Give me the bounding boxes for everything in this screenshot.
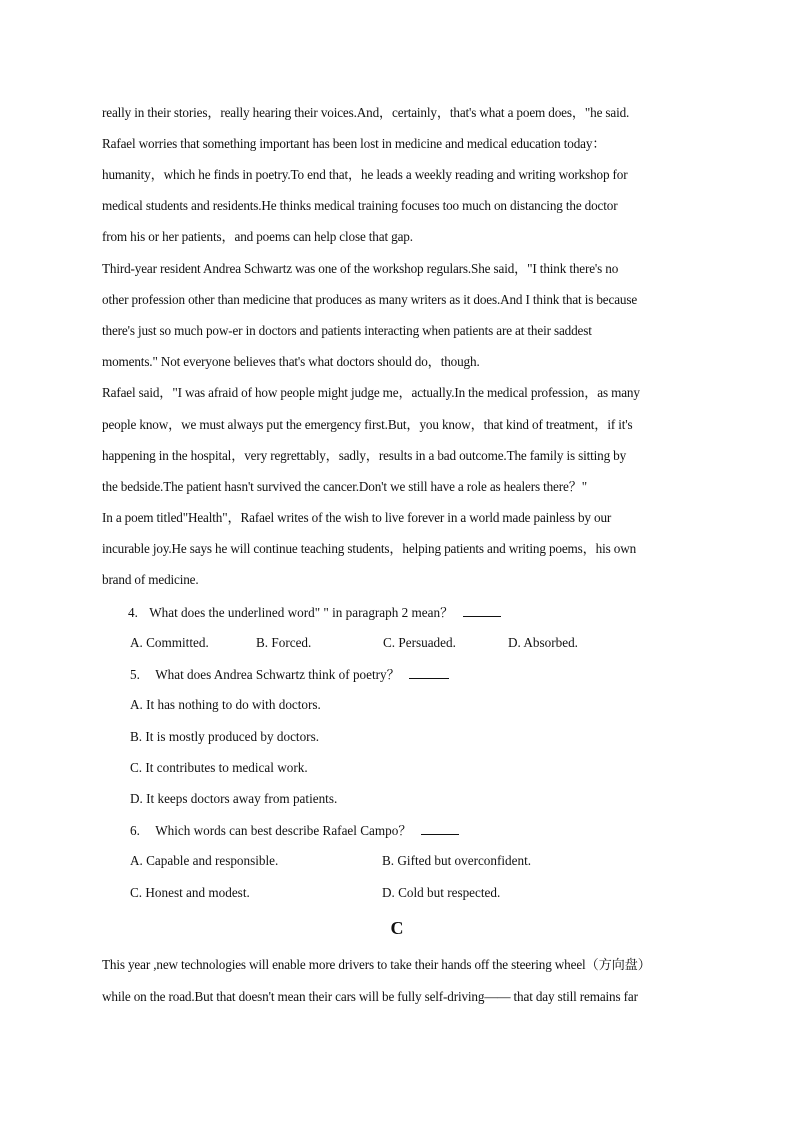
answer-blank[interactable] [409,666,449,679]
answer-blank[interactable] [421,822,459,835]
passage-line: humanity，which he finds in poetry.To end that，he leads a weekly reading and writing workshop for [102,167,628,182]
passage-line: Rafael worries that something important has been lost in medicine and medical education today： [102,136,606,151]
passage-line: there's just so much pow-er in doctors and patients interacting when patients are at their saddest [102,323,592,338]
question-number: 5. [130,667,140,682]
option-c[interactable]: C. Honest and modest. [130,885,250,900]
option-b[interactable]: B. Forced. [256,635,312,650]
option-d[interactable]: D. Absorbed. [508,635,578,650]
question-stem [130,666,449,683]
passage-line: Rafael said，"I was afraid of how people might judge me，actually.In the medical profession，as many [102,385,640,400]
passage-line: medical students and residents.He thinks medical training focuses too much on distancing the doctor [102,198,618,213]
answer-blank[interactable] [463,604,501,617]
section-heading: C [390,918,404,938]
passage-line: This year ,new technologies will enable more drivers to take their hands off the steering wheel（方向盘） [102,957,651,972]
passage-line: while on the road.But that doesn't mean their cars will be fully self-driving—— that day still remains far [102,989,638,1004]
question-stem [128,604,501,621]
option-c[interactable]: C. Persuaded. [383,635,456,650]
option-a[interactable]: A. Committed. [130,635,209,650]
passage-line: brand of medicine. [102,572,199,587]
passage-line: Third-year resident Andrea Schwartz was one of the workshop regulars.She said，"I think there's no [102,261,619,276]
question-number: 4. [128,605,138,620]
option-b[interactable]: B. It is mostly produced by doctors. [130,729,320,744]
passage-line: from his or her patients，and poems can help close that gap. [102,229,413,244]
option-a[interactable]: A. Capable and responsible. [130,853,279,868]
option-a[interactable]: A. It has nothing to do with doctors. [130,697,321,712]
passage-line: really in their stories，really hearing their voices.And，certainly，that's what a poem does，"he said. [102,105,630,120]
option-c[interactable]: C. It contributes to medical work. [130,760,308,775]
question-number: 6. [130,823,140,838]
passage-line: other profession other than medicine that produces as many writers as it does.And I think that is because [102,292,638,307]
passage-line: In a poem titled"Health"，Rafael writes of the wish to live forever in a world made painless by our [102,510,612,525]
question-text: What does the underlined word" " in paragraph 2 mean？ [149,605,454,620]
passage-line: moments." Not everyone believes that's what doctors should do，though. [102,354,480,369]
option-d[interactable]: D. Cold but respected. [382,885,501,900]
question-text: Which words can best describe Rafael Campo？ [155,823,412,838]
question-text: What does Andrea Schwartz think of poetry？ [155,667,400,682]
passage-line: people know，we must always put the emergency first.But，you know，that kind of treatment，if it's [102,417,633,432]
passage-line: incurable joy.He says he will continue teaching students，helping patients and writing poems，his own [102,541,637,556]
passage-line: happening in the hospital，very regrettably，sadly，results in a bad outcome.The family is sitting by [102,448,627,463]
question-stem [130,822,459,839]
option-b[interactable]: B. Gifted but overconfident. [382,853,532,868]
option-d[interactable]: D. It keeps doctors away from patients. [130,791,338,806]
passage-line: the bedside.The patient hasn't survived the cancer.Don't we still have a role as healers there？" [102,479,587,494]
